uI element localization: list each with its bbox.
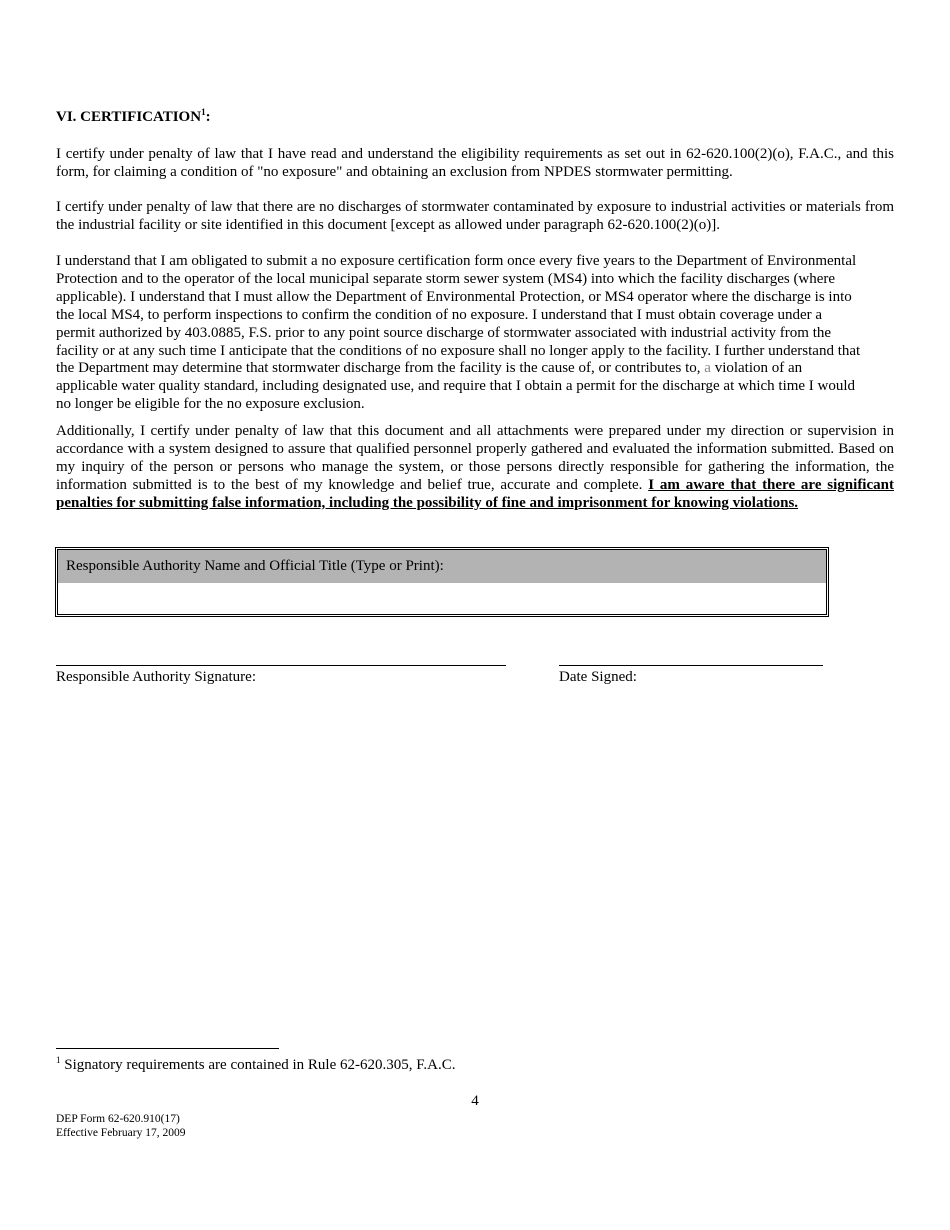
authority-name-input[interactable]	[58, 583, 826, 614]
date-signed-label: Date Signed:	[559, 669, 637, 685]
paragraph-obligations-line: no longer be eligible for the no exposure exclusion.	[56, 396, 365, 413]
date-signed-line[interactable]	[559, 665, 823, 666]
paragraph-obligations-line: the local MS4, to perform inspections to confirm the condition of no exposure. I understand that I must obtain coverage under a	[56, 306, 823, 323]
section-heading-text: VI. CERTIFICATION	[56, 109, 202, 125]
authority-name-box	[55, 547, 829, 617]
line-text: violation of an	[710, 360, 803, 377]
form-id: DEP Form 62-620.910(17)	[56, 1113, 180, 1125]
paragraph-obligations-line: permit authorized by 403.0885, F.S. prior to any point source discharge of stormwater associated with industrial activity from the	[56, 324, 832, 341]
signature-label: Responsible Authority Signature:	[56, 669, 256, 685]
grey-letter: a	[704, 360, 711, 377]
section-heading	[56, 109, 211, 126]
paragraph-no-discharges: I certify under penalty of law that there are no discharges of stormwater contaminated by exposure to industrial activities or materials from the industrial facility or site identified in this document [except as allowed under paragraph 62-620.100(2)(o)].	[56, 199, 894, 233]
paragraph-obligations-line: I understand that I am obligated to submit a no exposure certification form once every five years to the Department of Environmental	[56, 253, 857, 269]
effective-date: Effective February 17, 2009	[56, 1127, 186, 1139]
paragraph-obligations-line: Protection and to the operator of the local municipal separate storm sewer system (MS4) into which the facility discharges (where	[56, 270, 836, 287]
paragraph-obligations	[56, 253, 894, 414]
footnote	[56, 1057, 455, 1074]
authority-name-label: Responsible Authority Name and Official Title (Type or Print):	[58, 550, 826, 583]
paragraph-obligations-line: applicable water quality standard, including designated use, and require that I obtain a permit for the discharge at which time I would	[56, 378, 856, 395]
form-info	[56, 1112, 185, 1140]
paragraph-obligations-line: facility or at any such time I anticipate that the conditions of no exposure shall no longer apply to the facility. I further understand that	[56, 342, 861, 359]
section-heading-suffix: :	[205, 109, 211, 125]
footnote-marker: 1	[201, 107, 206, 117]
signature-line[interactable]	[56, 665, 506, 666]
paragraph-obligations-line: applicable). I understand that I must allow the Department of Environmental Protection, or MS4 operator where the discharge is into	[56, 288, 852, 305]
footnote-number: 1	[56, 1055, 61, 1065]
penalty-warning: I am aware that there are significant penalties for submitting false information, including the possibility of fine and imprisonment for knowing violations.	[56, 476, 894, 511]
footnote-divider	[56, 1048, 279, 1049]
footnote-text: Signatory requirements are contained in Rule 62-620.305, F.A.C.	[60, 1057, 456, 1073]
certification-text: Additionally, I certify under penalty of law that this document and all attachments were prepared under my direction or supervision in accordance with a system designed to assure that qualified personnel properly gathered and evaluated the information submitted. Based on my inquiry of the person or persons who manage the system, or those persons directly responsible for gathering the information, the information submitted is to the best of my knowledge and belief true, accurate and complete.	[56, 423, 894, 493]
paragraph-obligations-line	[56, 360, 894, 378]
paragraph-eligibility: I certify under penalty of law that I have read and understand the eligibility requirements as set out in 62-620.100(2)(o), F.A.C., and this form, for claiming a condition of "no exposure" and obtaining an exclusion from NPDES stormwater permitting.	[56, 146, 894, 180]
paragraph-additional-certification	[56, 423, 894, 513]
line-text: the Department may determine that stormwater discharge from the facility is the cause of, or contributes to,	[56, 360, 705, 377]
page-number: 4	[471, 1093, 479, 1109]
